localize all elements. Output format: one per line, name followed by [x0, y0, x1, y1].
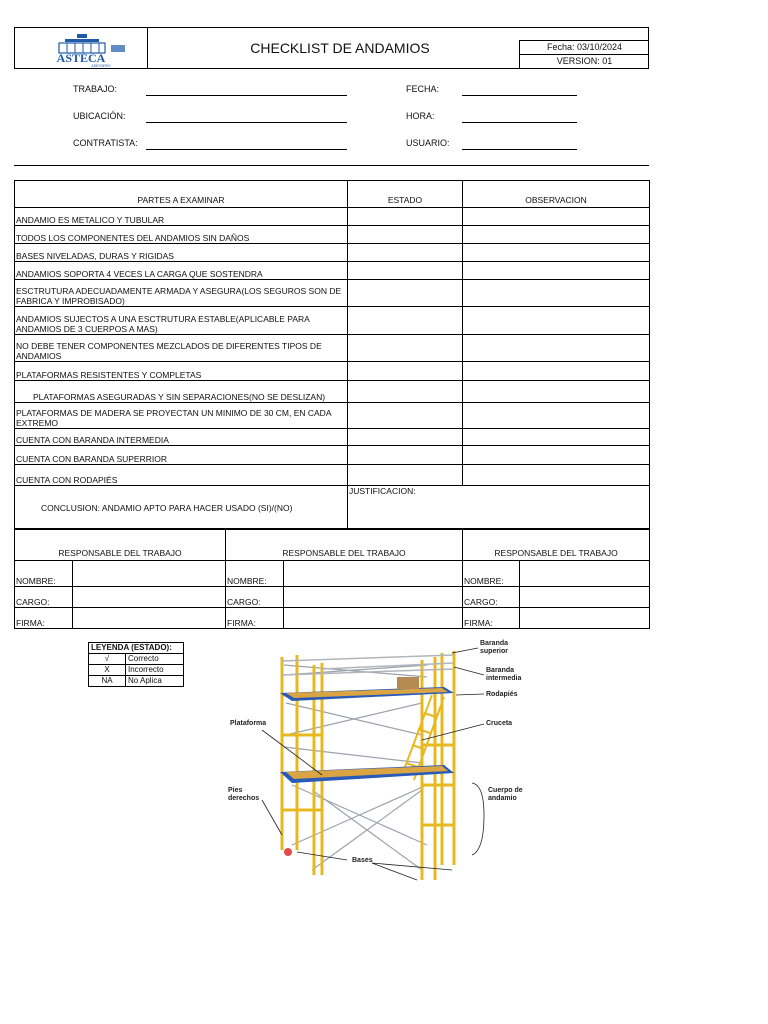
estado-cell[interactable] [348, 307, 463, 335]
estado-cell[interactable] [348, 208, 463, 226]
legend-table [88, 642, 184, 687]
cargo-label: CARGO: [463, 587, 520, 608]
trabajo-field[interactable] [146, 95, 347, 96]
hora-label: HORA: [406, 111, 435, 121]
justificacion-cell[interactable] [348, 486, 650, 530]
conclusion-row [15, 486, 650, 530]
nombre-label: NOMBRE: [463, 561, 520, 587]
firma-field[interactable] [520, 608, 650, 629]
cargo-label: CARGO: [226, 587, 284, 608]
base-plate [284, 848, 292, 856]
legend-row [89, 676, 184, 687]
observacion-cell[interactable] [463, 307, 650, 335]
legend-code: X [89, 665, 126, 676]
item-label: CUENTA CON BARANDA INTERMEDIA [15, 429, 348, 446]
section-divider [14, 165, 649, 166]
usuario-label: USUARIO: [406, 138, 450, 148]
estado-cell[interactable] [348, 244, 463, 262]
nombre-row [15, 561, 650, 587]
estado-cell[interactable] [348, 280, 463, 307]
col-header-observacion: OBSERVACION [463, 181, 650, 208]
firma-field[interactable] [284, 608, 463, 629]
legend-row [89, 654, 184, 665]
nombre-field[interactable] [284, 561, 463, 587]
callout-lines [262, 648, 484, 880]
table-row [15, 280, 650, 307]
ubicacion-label: UBICACIÓN: [73, 111, 126, 121]
item-label: CUENTA CON BARANDA SUPERRIOR [15, 446, 348, 465]
responsable-header-1: RESPONSABLE DEL TRABAJO [15, 529, 226, 561]
label-cuerpo: Cuerpo de andamio [488, 787, 523, 802]
legend-label: Incorrecto [126, 665, 184, 676]
observacion-cell[interactable] [463, 280, 650, 307]
label-cruceta: Cruceta [486, 720, 513, 727]
item-label: BASES NIVELADAS, DURAS Y RIGIDAS [15, 244, 348, 262]
observacion-cell[interactable] [463, 446, 650, 465]
justificacion-label: JUSTIFICACION: [349, 486, 416, 496]
firma-row [15, 608, 650, 629]
checklist-header-row [15, 181, 650, 208]
table-row [15, 446, 650, 465]
nombre-label: NOMBRE: [15, 561, 73, 587]
cargo-field[interactable] [73, 587, 226, 608]
responsables-table [14, 528, 650, 629]
label-plataforma: Plataforma [230, 720, 267, 727]
observacion-cell[interactable] [463, 429, 650, 446]
legend-label: Correcto [126, 654, 184, 665]
firma-label: FIRMA: [463, 608, 520, 629]
item-label: ANDAMIOS SOPORTA 4 VECES LA CARGA QUE SOSTENDRA [15, 262, 348, 280]
table-row [15, 244, 650, 262]
legend-label: No Aplica [126, 676, 184, 687]
legend-code: √ [89, 654, 126, 665]
firma-label: FIRMA: [226, 608, 284, 629]
table-row [15, 429, 650, 446]
fecha-field[interactable] [462, 95, 577, 96]
legend-row [89, 665, 184, 676]
responsables-header-row [15, 529, 650, 561]
estado-cell[interactable] [348, 429, 463, 446]
ubicacion-field[interactable] [146, 122, 347, 123]
observacion-cell[interactable] [463, 465, 650, 486]
table-row [15, 262, 650, 280]
estado-cell[interactable] [348, 403, 463, 429]
company-logo [15, 28, 148, 68]
table-row [15, 335, 650, 362]
item-label: TODOS LOS COMPONENTES DEL ANDAMIOS SIN DAÑOS [15, 226, 348, 244]
item-label: PLATAFORMAS ASEGURADAS Y SIN SEPARACIONES(NO SE DESLIZAN) [15, 381, 348, 403]
estado-cell[interactable] [348, 362, 463, 381]
cargo-field[interactable] [520, 587, 650, 608]
legend-code: NA [89, 676, 126, 687]
hora-field[interactable] [462, 122, 577, 123]
firma-field[interactable] [73, 608, 226, 629]
label-rodapies: Rodapiés [486, 691, 518, 698]
observacion-cell[interactable] [463, 403, 650, 429]
cargo-field[interactable] [284, 587, 463, 608]
item-label: ANDAMIOS SUJECTOS A UNA ESCTRUTURA ESTABLE(APLICABLE PARA ANDAMIOS DE 3 CUERPOS A MAS) [15, 307, 348, 335]
cargo-label: CARGO: [15, 587, 73, 608]
table-row [15, 307, 650, 335]
document-header [14, 27, 649, 69]
doc-version: VERSION: 01 [520, 54, 649, 68]
scaffold-frames [282, 651, 454, 880]
item-label: PLATAFORMAS RESISTENTES Y COMPLETAS [15, 362, 348, 381]
item-label: CUENTA CON RODAPIÉS [15, 465, 348, 486]
label-baranda-superior: Baranda superior [480, 640, 509, 655]
cargo-row [15, 587, 650, 608]
item-label: PLATAFORMAS DE MADERA SE PROYECTAN UN MINIMO DE 30 CM, EN CADA EXTREMO [15, 403, 348, 429]
document-title: CHECKLIST DE ANDAMIOS [250, 40, 430, 56]
checklist-table [14, 180, 650, 530]
conclusion-label: CONCLUSION: ANDAMIO APTO PARA HACER USADO (SI)/(NO) [15, 486, 348, 530]
observacion-cell[interactable] [463, 208, 650, 226]
estado-cell[interactable] [348, 381, 463, 403]
label-baranda-intermedia: Baranda intermedia [486, 667, 522, 682]
svg-text:ASESORES: ASESORES [91, 64, 111, 68]
fecha-label: FECHA: [406, 84, 440, 94]
observacion-cell[interactable] [463, 335, 650, 362]
label-pies-derechos: Pies derechos [228, 787, 260, 802]
label-bases: Bases [352, 857, 373, 864]
doc-date: Fecha: 03/10/2024 [520, 40, 649, 54]
svg-text:ASTECA: ASTECA [56, 51, 106, 65]
contratista-label: CONTRATISTA: [73, 138, 138, 148]
usuario-field[interactable] [462, 149, 577, 150]
estado-cell[interactable] [348, 226, 463, 244]
nombre-field[interactable] [520, 561, 650, 587]
trabajo-label: TRABAJO: [73, 84, 118, 94]
material-box [397, 677, 419, 689]
observacion-cell[interactable] [463, 362, 650, 381]
estado-cell[interactable] [348, 446, 463, 465]
nombre-label: NOMBRE: [226, 561, 284, 587]
table-row [15, 362, 650, 381]
legend-title: LEYENDA (ESTADO): [89, 643, 184, 654]
table-row [15, 465, 650, 486]
responsable-header-3: RESPONSABLE DEL TRABAJO [463, 529, 650, 561]
table-row [15, 403, 650, 429]
table-row [15, 226, 650, 244]
item-label: NO DEBE TENER COMPONENTES MEZCLADOS DE DIFERENTES TIPOS DE ANDAMIOS [15, 335, 348, 362]
observacion-cell[interactable] [463, 226, 650, 244]
observacion-cell[interactable] [463, 244, 650, 262]
estado-cell[interactable] [348, 262, 463, 280]
col-header-partes: PARTES A EXAMINAR [15, 181, 348, 208]
observacion-cell[interactable] [463, 381, 650, 403]
document-meta [519, 40, 649, 68]
observacion-cell[interactable] [463, 262, 650, 280]
estado-cell[interactable] [348, 335, 463, 362]
guard-rails [282, 655, 454, 675]
firma-label: FIRMA: [15, 608, 73, 629]
logo-graphic [15, 28, 147, 68]
table-row [15, 381, 650, 403]
estado-cell[interactable] [348, 465, 463, 486]
item-label: ANDAMIO ES METALICO Y TUBULAR [15, 208, 348, 226]
col-header-estado: ESTADO [348, 181, 463, 208]
nombre-field[interactable] [73, 561, 226, 587]
item-label: ESCTRUTURA ADECUADAMENTE ARMADA Y ASEGURA(LOS SEGUROS SON DE FABRICA Y IMPROBISADO) [15, 280, 348, 307]
responsable-header-2: RESPONSABLE DEL TRABAJO [226, 529, 463, 561]
table-row [15, 208, 650, 226]
contratista-field[interactable] [146, 149, 347, 150]
